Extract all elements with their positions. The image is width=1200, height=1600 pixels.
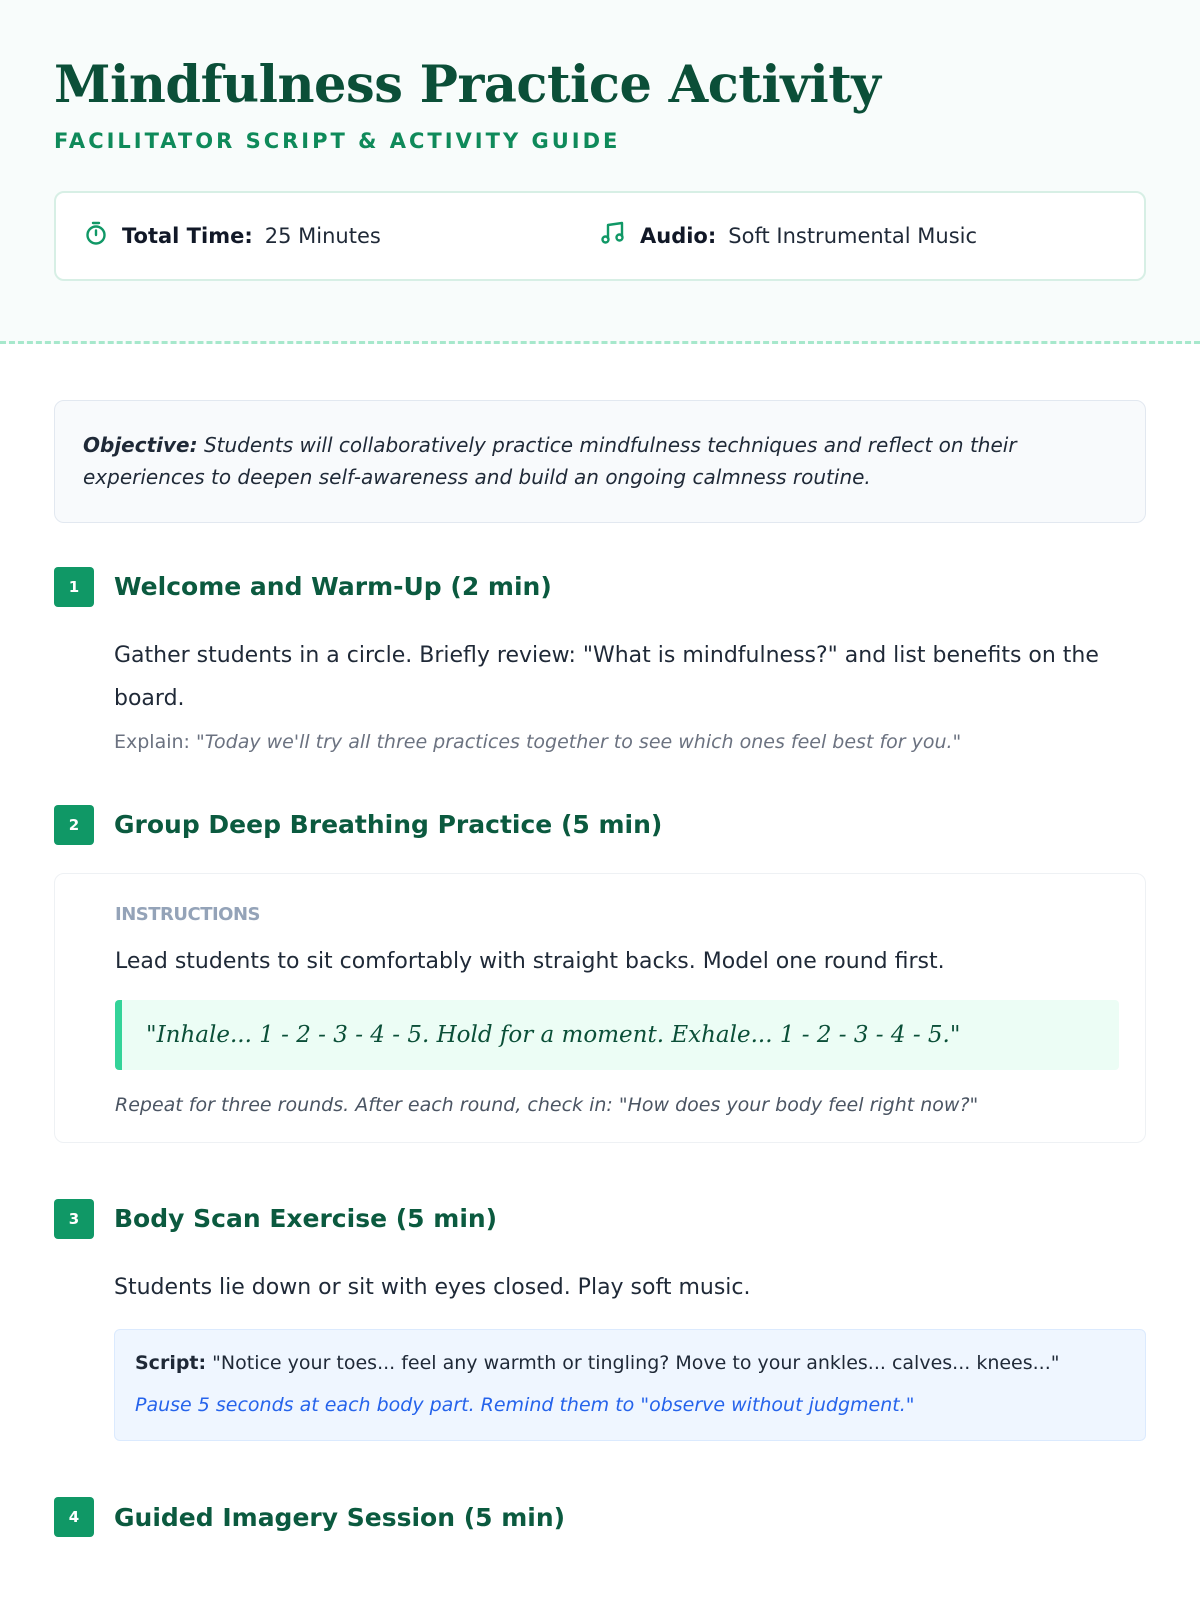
step-3-number-badge: 3: [54, 1199, 94, 1239]
step-1-explain: [114, 731, 1146, 753]
time-value: 25 Minutes: [264, 223, 381, 248]
step-3-title: Body Scan Exercise (5 min): [114, 1204, 498, 1234]
meta-total-time: [84, 220, 600, 251]
script-text: "Notice your toes... feel any warmth or tingling? Move to your ankles... calves... knees...": [212, 1352, 1060, 1375]
step-1-body: [54, 635, 1146, 753]
objective-text: Students will collaboratively practice mindfulness techniques and reflect on their experiences to deepen self-awareness and build an ongoing calmness routine.: [83, 433, 1017, 490]
repeat-text: Repeat for three rounds. After each round, check in: "How does your body feel right now?": [115, 1093, 979, 1116]
audio-value: Soft Instrumental Music: [728, 223, 978, 248]
meta-box: [54, 191, 1146, 281]
step-3: [54, 1199, 1146, 1442]
step-3-text: Students lie down or sit with eyes closed. Play soft music.: [114, 1274, 751, 1300]
step-2: [54, 805, 1146, 1143]
step-4-number-badge: 4: [54, 1497, 94, 1537]
step-2-number-badge: 2: [54, 805, 94, 845]
audio-label: Audio:: [640, 223, 717, 248]
step-1-text: Gather students in a circle. Briefly review: "What is mindfulness?" and list benefits on the board.: [114, 642, 1099, 711]
step-3-body: [54, 1267, 1146, 1442]
step-4-title: Guided Imagery Session (5 min): [114, 1502, 566, 1532]
stopwatch-icon: [84, 220, 122, 251]
explain-quote: "Today we'll try all three practices together to see which ones feel best for you.": [196, 730, 962, 753]
step-3-header: [54, 1199, 1146, 1239]
explain-label: Explain:: [114, 730, 190, 753]
meta-audio: [600, 220, 1116, 251]
step-4: [54, 1497, 1146, 1537]
page-subtitle: FACILITATOR SCRIPT & ACTIVITY GUIDE: [54, 128, 621, 153]
page-title: Mindfulness Practice Activity: [54, 55, 881, 115]
objective-label: Objective:: [83, 433, 198, 457]
breathing-quote: "Inhale... 1 - 2 - 3 - 4 - 5. Hold for a moment. Exhale... 1 - 2 - 3 - 4 - 5.": [115, 1000, 1119, 1070]
instructions-card: [54, 873, 1146, 1143]
script-box: [114, 1329, 1146, 1441]
step-2-header: [54, 805, 1146, 845]
script-label: Script:: [135, 1352, 207, 1375]
instructions-label: INSTRUCTIONS: [115, 903, 260, 925]
time-label: Total Time:: [122, 223, 253, 248]
step-4-header: [54, 1497, 1146, 1537]
main-content: [0, 344, 1200, 1537]
page-header: [0, 0, 1200, 344]
music-note-icon: [600, 220, 640, 251]
script-note: Pause 5 seconds at each body part. Remind them to "observe without judgment.": [135, 1394, 915, 1417]
script-line: [135, 1352, 1125, 1374]
instructions-text: Lead students to sit comfortably with straight backs. Model one round first.: [115, 948, 945, 974]
step-1-number-badge: 1: [54, 567, 94, 607]
objective-box: [54, 400, 1146, 523]
step-2-title: Group Deep Breathing Practice (5 min): [114, 810, 663, 840]
step-1: [54, 567, 1146, 753]
step-1-header: [54, 567, 1146, 607]
step-1-title: Welcome and Warm-Up (2 min): [114, 572, 552, 602]
